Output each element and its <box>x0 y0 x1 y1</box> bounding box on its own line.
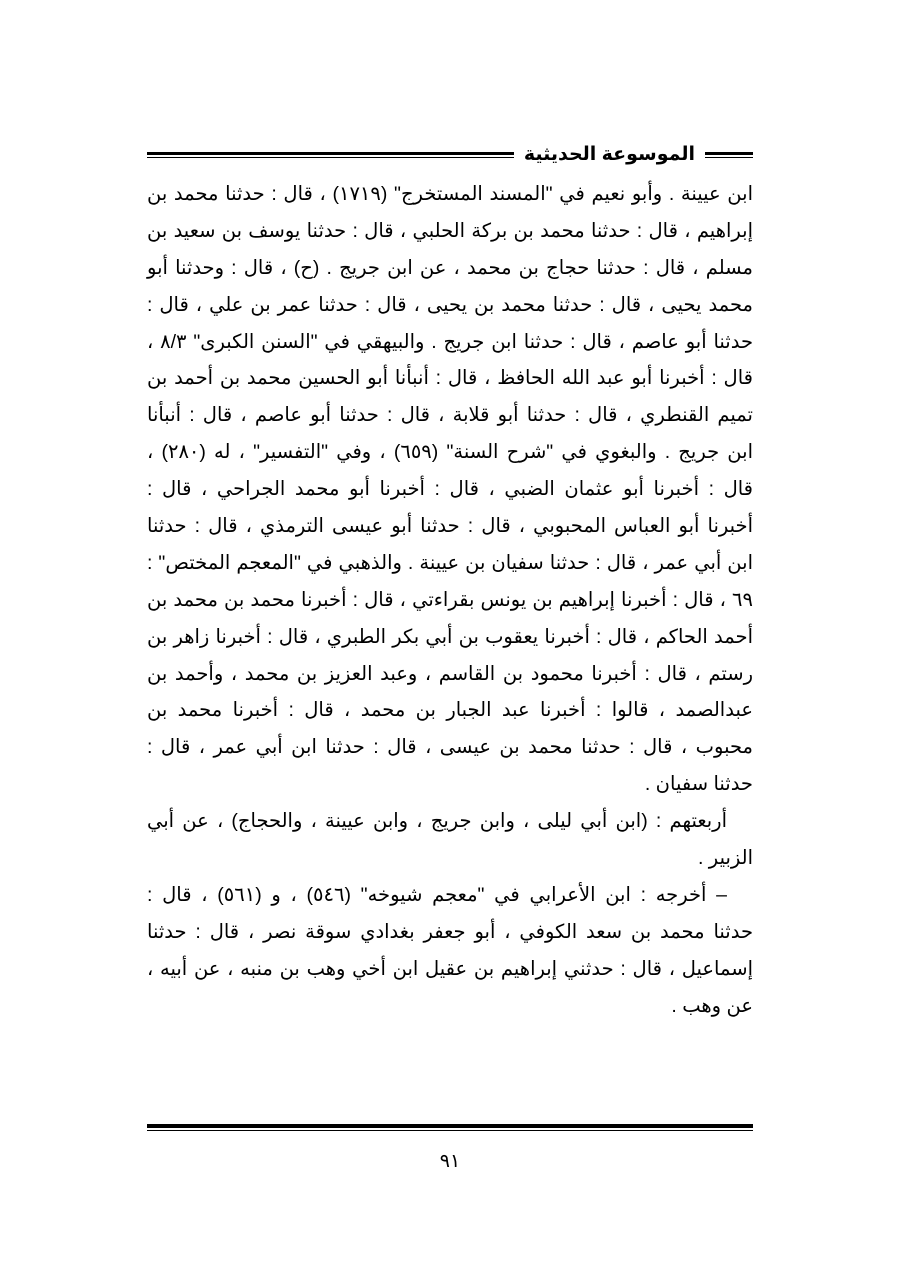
text-line: تميم القنطري ، قال : حدثنا أبو قلابة ، قال : حدثنا أبو عاصم ، قال : أنبأنا <box>147 404 753 427</box>
text-line: محبوب ، قال : حدثنا محمد بن عيسى ، قال : حدثنا ابن أبي عمر ، قال : <box>147 736 753 759</box>
header-title: الموسوعة الحديثية <box>523 144 695 165</box>
text-line: ٦٩ ، قال : أخبرنا إبراهيم بن يونس بقراءتي ، قال : أخبرنا محمد بن محمد بن <box>147 588 753 611</box>
text-line: الزبير . <box>697 847 753 870</box>
header-rule-right <box>705 152 753 158</box>
text-line: ابن جريج . والبغوي في "شرح السنة" (٦٥٩) ، وفي "التفسير" ، له (٢٨٠) ، <box>147 441 753 464</box>
header-rule-left <box>147 152 514 158</box>
paragraph <box>147 877 753 1025</box>
text-line: إسماعيل ، قال : حدثني إبراهيم بن عقيل ابن أخي وهب بن منبه ، عن أبيه ، <box>147 957 753 980</box>
text-line: حدثنا محمد بن سعد الكوفي ، أبو جعفر بغدادي سوقة نصر ، قال : حدثنا <box>147 920 753 943</box>
text-line: أحمد الحاكم ، قال : أخبرنا يعقوب بن أبي بكر الطبري ، قال : أخبرنا زاهر بن <box>147 625 753 648</box>
text-line: مسلم ، قال : حدثنا حجاج بن محمد ، عن ابن جريج . (ح) ، قال : وحدثنا أبو <box>147 256 753 279</box>
text-line: أربعتهم : (ابن أبي ليلى ، وابن جريج ، وابن عيينة ، والحجاج) ، عن أبي <box>147 810 727 833</box>
text-line: قال : أخبرنا أبو عثمان الضبي ، قال : أخبرنا أبو محمد الجراحي ، قال : <box>147 478 753 501</box>
text-line: عبدالصمد ، قالوا : أخبرنا عبد الجبار بن محمد ، قال : أخبرنا محمد بن <box>147 699 753 722</box>
text-line: أخبرنا أبو العباس المحبوبي ، قال : حدثنا أبو عيسى الترمذي ، قال : حدثنا <box>147 515 753 538</box>
text-line: حدثنا أبو عاصم ، قال : حدثنا ابن جريج . والبيهقي في "السنن الكبرى" ٨/٣ ، <box>147 330 753 353</box>
paragraph <box>147 176 753 803</box>
page-number: ٩١ <box>439 1151 461 1172</box>
text-line: رستم ، قال : أخبرنا محمود بن القاسم ، وعبد العزيز بن محمد ، وأحمد بن <box>147 662 753 685</box>
text-line: إبراهيم ، قال : حدثنا محمد بن بركة الحلبي ، قال : حدثنا يوسف بن سعيد بن <box>147 219 753 242</box>
text-line: – أخرجه : ابن الأعرابي في "معجم شيوخه" (٥٤٦) ، و (٥٦١) ، قال : <box>147 883 728 906</box>
running-header <box>147 140 753 170</box>
text-line: محمد يحيى ، قال : حدثنا محمد بن يحيى ، قال : حدثنا عمر بن علي ، قال : <box>147 293 753 316</box>
page-body <box>147 176 753 1024</box>
footer-rule <box>147 1124 753 1131</box>
text-line: ابن عيينة . وأبو نعيم في "المسند المستخرج" (١٧١٩) ، قال : حدثنا محمد بن <box>147 183 753 205</box>
text-line: ابن أبي عمر ، قال : حدثنا سفيان بن عيينة . والذهبي في "المعجم المختص" : <box>147 551 753 574</box>
paragraph <box>147 803 753 877</box>
text-line: عن وهب . <box>671 994 753 1017</box>
text-line: قال : أخبرنا أبو عبد الله الحافظ ، قال : أنبأنا أبو الحسين محمد بن أحمد بن <box>147 367 753 390</box>
text-line: حدثنا سفيان . <box>644 773 753 796</box>
